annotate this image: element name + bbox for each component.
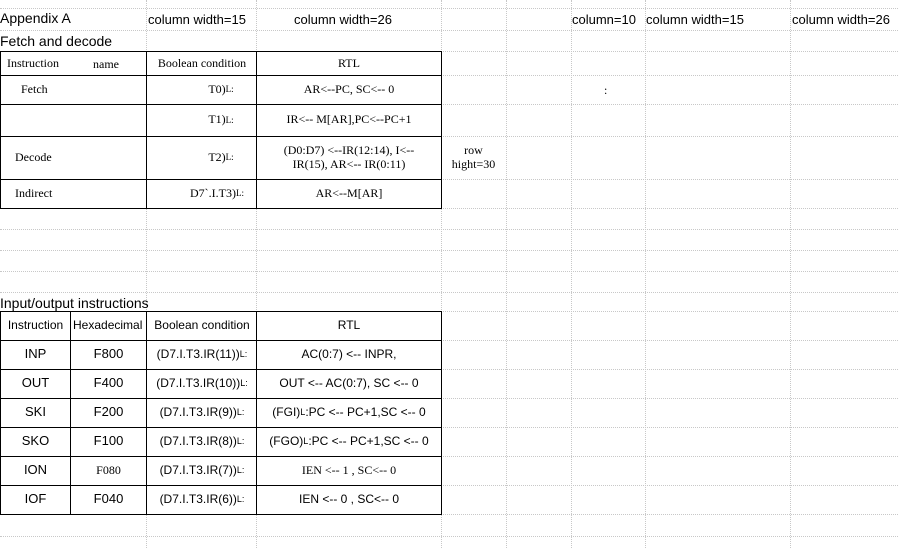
column-width-note: column width=26 — [294, 12, 392, 27]
io-row-rtl: OUT <-- AC(0:7), SC <-- 0 — [256, 369, 442, 399]
note-line: hight=30 — [451, 157, 496, 171]
rtl-subscript: L — [303, 436, 309, 447]
fetch-row-instruction: Fetch — [0, 75, 146, 105]
rtl-line: (D0:D7) <--IR(12:14), I<-- — [283, 142, 415, 157]
io-row-instruction: ION — [0, 456, 70, 486]
grid-row-line — [0, 250, 898, 251]
column-width-note: column width=15 — [148, 12, 246, 27]
fetch-row-instruction: Decode — [0, 136, 146, 180]
io-row-condition — [146, 340, 257, 370]
grid-column-line — [790, 0, 791, 548]
fetch-row-condition — [146, 179, 257, 209]
rtl-subscript: L — [300, 407, 306, 418]
rtl-text: :PC <-- PC+1,SC <-- 0 — [308, 433, 429, 448]
io-row-hex: F080 — [70, 456, 146, 486]
io-section-title: Input/output instructions — [0, 295, 149, 311]
condition-text: T2) — [208, 149, 226, 164]
condition-subscript: L: — [240, 378, 248, 389]
io-row-instruction: SKI — [0, 398, 70, 428]
io-row-hex: F800 — [70, 340, 146, 370]
fetch-row-instruction — [0, 104, 146, 137]
fetch-row-instruction: Indirect — [0, 179, 146, 209]
condition-subscript: L: — [239, 349, 248, 360]
fetch-row-rtl: AR<--PC, SC<-- 0 — [256, 75, 442, 105]
condition-text: T0) — [208, 81, 226, 96]
io-row-hex: F040 — [70, 485, 146, 515]
io-row-hex: F400 — [70, 369, 146, 399]
condition-subscript: L: — [225, 114, 234, 125]
io-row-condition — [146, 427, 257, 457]
fetch-row-condition — [146, 104, 257, 137]
condition-subscript: L: — [235, 188, 244, 199]
colon-mark: : — [604, 83, 608, 97]
condition-text: (D7.I.T3.IR(8)) — [159, 433, 237, 448]
io-header-hex: Hexadecimal — [70, 311, 146, 341]
io-row-rtl: AC(0:7) <-- INPR, — [256, 340, 442, 370]
condition-text: (D7.I.T3.IR(10)) — [156, 375, 241, 390]
io-row-condition — [146, 485, 257, 515]
condition-text: (D7.I.T3.IR(11)) — [156, 346, 240, 361]
io-row-condition — [146, 369, 257, 399]
fetch-row-rtl: AR<--M[AR] — [256, 179, 442, 209]
fetch-header-name: name — [93, 57, 119, 71]
grid-row-line — [0, 292, 898, 293]
condition-subscript: L: — [236, 494, 245, 505]
grid-column-line — [645, 0, 646, 548]
io-row-hex: F100 — [70, 427, 146, 457]
note-line: row — [464, 143, 483, 158]
io-row-rtl — [256, 427, 442, 457]
rtl-flag: (FGO) — [269, 433, 304, 448]
grid-row-line — [0, 536, 898, 537]
io-header-instruction: Instruction — [0, 311, 70, 341]
grid-row-line — [0, 30, 898, 31]
grid-row-line — [0, 229, 898, 230]
rtl-flag: (FGI) — [272, 404, 301, 419]
fetch-row-rtl — [256, 136, 442, 180]
io-header-condition: Boolean condition — [146, 311, 257, 341]
condition-subscript: L: — [236, 465, 245, 476]
fetch-header-condition: Boolean condition — [146, 51, 257, 76]
grid-column-line — [571, 0, 572, 548]
condition-subscript: L: — [236, 407, 245, 418]
grid-column-line — [506, 0, 507, 548]
fetch-header-instruction — [0, 51, 146, 76]
fetch-row-condition — [146, 136, 257, 180]
io-row-rtl — [256, 398, 442, 428]
io-row-condition — [146, 456, 257, 486]
condition-text: D7`.I.T3) — [190, 185, 236, 200]
condition-text: T1) — [208, 112, 226, 127]
fetch-section-title: Fetch and decode — [0, 33, 113, 49]
condition-text: (D7.I.T3.IR(6)) — [159, 491, 237, 506]
fetch-row-rtl: IR<-- M[AR],PC<--PC+1 — [256, 104, 442, 137]
fetch-row-condition — [146, 75, 257, 105]
grid-row-line — [0, 8, 898, 9]
io-row-condition — [146, 398, 257, 428]
grid-row-line — [0, 271, 898, 272]
condition-subscript: L: — [225, 84, 234, 95]
io-row-rtl: IEN <-- 1 , SC<-- 0 — [256, 456, 442, 486]
condition-subscript: L: — [225, 152, 234, 163]
io-row-instruction: SKO — [0, 427, 70, 457]
io-header-rtl: RTL — [256, 311, 442, 341]
condition-subscript: L: — [236, 436, 245, 447]
rtl-text: :PC <-- PC+1,SC <-- 0 — [305, 404, 426, 419]
io-row-instruction: INP — [0, 340, 70, 370]
io-row-instruction: IOF — [0, 485, 70, 515]
header-label: Instruction — [7, 55, 59, 70]
io-row-rtl: IEN <-- 0 , SC<-- 0 — [256, 485, 442, 515]
column-width-note: column width=15 — [646, 12, 744, 27]
io-row-hex: F200 — [70, 398, 146, 428]
column-width-note: column width=26 — [792, 12, 890, 27]
io-row-instruction: OUT — [0, 369, 70, 399]
fetch-header-rtl: RTL — [256, 51, 442, 76]
row-height-note — [441, 140, 506, 176]
condition-text: (D7.I.T3.IR(9)) — [159, 404, 237, 419]
rtl-line: IR(15), AR<-- IR(0:11) — [292, 156, 406, 171]
condition-text: (D7.I.T3.IR(7)) — [159, 462, 237, 477]
appendix-title: Appendix A — [0, 10, 71, 26]
column-width-note: column=10 — [572, 12, 636, 27]
